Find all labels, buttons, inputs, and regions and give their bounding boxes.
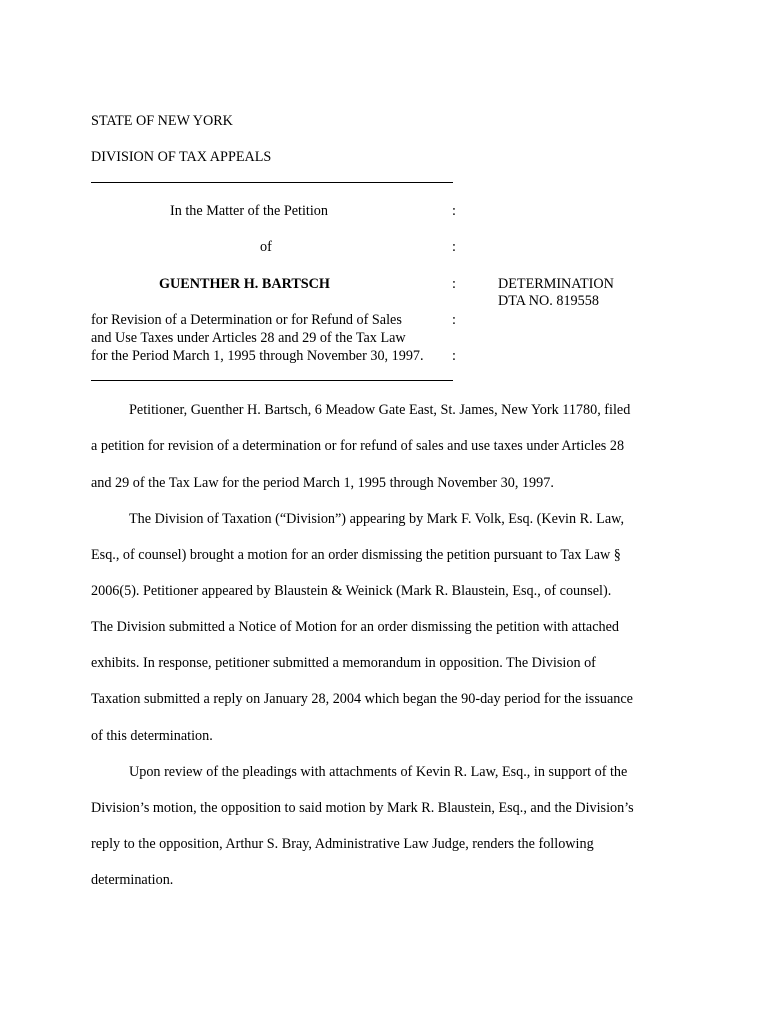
caption-top-rule (91, 182, 453, 183)
body-line: Esq., of counsel) brought a motion for an order dismissing the petition pursuant to Tax Law § (91, 547, 621, 563)
division-heading: DIVISION OF TAX APPEALS (91, 149, 272, 165)
caption-colon: : (452, 239, 456, 255)
body-line: and 29 of the Tax Law for the period March 1, 1995 through November 30, 1997. (91, 475, 554, 491)
caption-colon: : (452, 348, 456, 364)
body-line: of this determination. (91, 728, 213, 744)
body-line: exhibits. In response, petitioner submitted a memorandum in opposition. The Division of (91, 655, 596, 671)
caption-colon: : (452, 312, 456, 328)
body-line: reply to the opposition, Arthur S. Bray, Administrative Law Judge, renders the following (91, 836, 594, 852)
purpose-line: and Use Taxes under Articles 28 and 29 of the Tax Law (91, 330, 406, 346)
caption-colon: : (452, 276, 456, 292)
dta-number: DTA NO. 819558 (498, 293, 599, 309)
caption-bottom-rule (91, 380, 453, 381)
body-line: determination. (91, 872, 174, 888)
body-line: Petitioner, Guenther H. Bartsch, 6 Meadow Gate East, St. James, New York 11780, filed (129, 402, 631, 418)
body-line: Upon review of the pleadings with attachments of Kevin R. Law, Esq., in support of the (129, 764, 628, 780)
purpose-line: for Revision of a Determination or for Refund of Sales (91, 312, 402, 328)
body-line: 2006(5). Petitioner appeared by Blaustein & Weinick (Mark R. Blaustein, Esq., of counsel). (91, 583, 612, 599)
caption-colon: : (452, 203, 456, 219)
matter-line: In the Matter of the Petition (170, 203, 328, 219)
body-line: a petition for revision of a determination or for refund of sales and use taxes under Articles 28 (91, 438, 625, 454)
of-line: of (260, 239, 272, 255)
petitioner-name: GUENTHER H. BARTSCH (159, 276, 330, 292)
body-line: Taxation submitted a reply on January 28, 2004 which began the 90-day period for the issuance (91, 691, 633, 707)
body-line: Division’s motion, the opposition to said motion by Mark R. Blaustein, Esq., and the Division’s (91, 800, 634, 816)
purpose-line: for the Period March 1, 1995 through November 30, 1997. (91, 348, 424, 364)
body-line: The Division of Taxation (“Division”) appearing by Mark F. Volk, Esq. (Kevin R. Law, (129, 511, 625, 527)
body-line: The Division submitted a Notice of Motion for an order dismissing the petition with attached (91, 619, 619, 635)
document-type: DETERMINATION (498, 276, 614, 292)
state-heading: STATE OF NEW YORK (91, 113, 233, 129)
